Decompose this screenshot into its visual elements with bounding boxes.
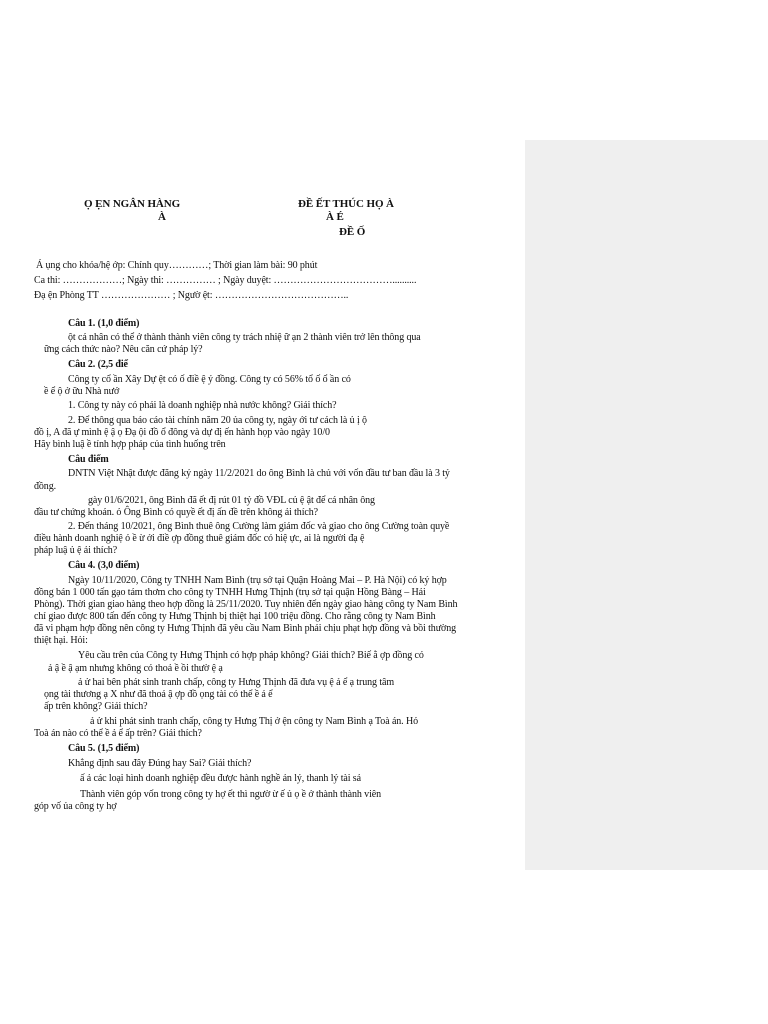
q4-line-2: đồng bán 1 000 tấn gạo tám thơm cho công ty TNHH Hưng Thịnh (trụ sở tại quận Hồng Bàng – Hải [34,587,426,598]
q4-line-4: chỉ giao được 800 tấn đến công ty Hưng Thịnh bị thiệt hại 100 triệu đồng. Cho rằng công ty Nam Bình [34,611,436,622]
q5-title: Câu 5. (1,5 điểm) [68,743,140,754]
q4-line-1: Ngày 10/11/2020, Công ty TNHH Nam Bình (trụ sở tại Quận Hoàng Mai – P. Hà Nội) có ký hợp [68,575,447,586]
q3-line-4: đầu tư chứng khoán. ỏ Ông Bình có quyề ết đị ấn đề trên không ải thích? [34,507,318,518]
q5-line-3: Thành viên góp vốn trong công ty hợ ết thì ngườ ừ ế ủ ọ ề ở thành thành viên [80,789,381,800]
q1-title: Câu 1. (1,0 điểm) [68,318,140,329]
exam-code: ĐỀ Ố [339,226,366,238]
q1-line-1: ột cá nhân có thể ở thành thành viên công ty trách nhiệ ữ ạn 2 thành viên trở lên thông qua [68,332,421,343]
q3-line-2: đồng. [34,481,57,492]
q2-title: Câu 2. (2,5 điể [68,359,128,370]
q3-line-5: 2. Đến tháng 10/2021, ông Bình thuê ông Cường làm giám đốc và giao cho ông Cường toàn quyề [68,521,450,532]
header-right-sub: À É [326,211,344,223]
q4-line-7: Yêu cầu trên của Công ty Hưng Thịnh có hợp pháp không? Giải thích? Biế ằ ợp đồng có [78,650,424,661]
q4-line-5: đã vi phạm hợp đồng nên công ty Hưng Thịnh đã yêu cầu Nam Bình phải chịu phạt hợp đồng và bồi thường [34,623,457,634]
q4-line-9: ả ử hai bên phát sinh tranh chấp, công ty Hưng Thịnh đã đưa vụ ệ ả ể ạ trung tâm [78,677,395,688]
q5-line-1: Khẳng định sau đây Đúng hay Sai? Giải thích? [68,758,252,769]
q5-line-2: ấ ả các loại hình doanh nghiệp đều được hành nghề ản lý, thanh lý tài sả [80,773,361,784]
meta-line-1: Á ụng cho khóa/hệ ớp: Chính quy…………; Thời gian làm bài: 90 phút [36,260,318,271]
q3-line-3: gày 01/6/2021, ông Bình đã ết đị rút 01 tỷ đồ VĐL củ ệ ật để cá nhân ông [88,495,375,506]
q4-line-8: ả ậ ề ậ ạm nhưng không có thoả ề ồi thườ ệ ạ [48,663,223,674]
q4-line-11: ấp trên không? Giải thích? [44,701,148,712]
q2-line-3: 1. Công ty này có phải là doanh nghiệp nhà nước không? Giải thích? [68,400,337,411]
q1-line-2: ững cách thức nào? Nêu căn cứ pháp lý? [44,344,203,355]
q3-line-7: pháp luậ ủ ệ ải thích? [34,545,118,556]
q4-line-6: thiệt hại. Hỏi: [34,635,88,646]
q4-line-3: Phòng). Thời gian giao hàng theo hợp đồng là 25/11/2020. Tuy nhiên đến ngày giao hàng công ty Nam Bình [34,599,458,610]
q3-title: Câu điểm [68,454,109,465]
header-right-title: ĐỀ ẾT THÚC HỌ À [298,198,394,210]
q2-line-5: đồ ị, A đã ự mình ệ ậ ọ Đạ ội đồ ổ đông và dự đị ến hành họp vào ngày 10/0 [34,427,330,438]
q4-line-10: ọng tài thương ạ X như đã thoả ậ ợp đồ ọng tài có thể ề ả ể [44,689,273,700]
q3-line-1: DNTN Việt Nhật được đăng ký ngày 11/2/2021 do ông Bình là chủ với vốn đầu tư ban đầu là 3 tỷ [68,468,450,479]
q2-line-2: ề ể ộ ở ữu Nhà nướ [44,386,120,397]
meta-line-3: Đạ ện Phòng TT ………………… ; Ngườ ệt: ………………………………….. [34,290,349,301]
meta-line-2: Ca thi: ………………; Ngày thi: …………… ; Ngày duyệt: ……………………………….......... [34,275,417,286]
q3-line-6: điều hành doanh nghiệ ỏ ề ừ ởi điề ợp đồng thuê giám đốc có hiệ ực, ai là người đạ ệ [34,533,365,544]
q2-line-6: Hãy bình luậ ề tính hợp pháp của tình huống trên [34,439,226,450]
q4-title: Câu 4. (3,0 điểm) [68,560,140,571]
header-left-sub: À [158,211,166,223]
q4-line-13: Toà án nào có thể ề ả ể ấp trên? Giải thích? [34,728,202,739]
q2-line-1: Công ty cổ ần Xây Dự ệt có ố điề ệ ỷ đồng. Công ty có 56% tổ ố ổ ần có [68,374,351,385]
header-left-title: Ọ ẸN NGÂN HÀNG [84,198,181,210]
gray-side-panel [525,140,768,870]
q2-line-4: 2. Để thông qua báo cáo tài chính năm 20 ủa công ty, ngày ới tư cách là ủ ị ộ [68,415,367,426]
q5-line-4: góp vố ủa công ty hợ [34,801,117,812]
q4-line-12: ả ử khi phát sinh tranh chấp, công ty Hưng Thị ở ện công ty Nam Bình ạ Toà án. Hỏ [90,716,419,727]
